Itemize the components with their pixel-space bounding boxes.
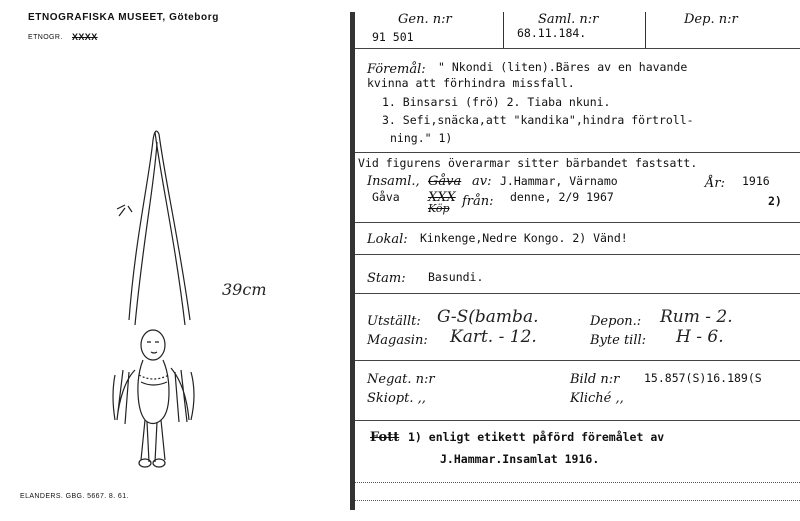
ar-label: År: bbox=[705, 176, 725, 191]
saml-value: 68.11.184. bbox=[517, 26, 587, 40]
av-label: av: bbox=[472, 174, 492, 189]
byte-label: Byte till: bbox=[590, 333, 647, 348]
bild-label: Bild n:r bbox=[570, 372, 620, 387]
ar-value: 1916 bbox=[742, 174, 770, 188]
xxx-struck: XXX bbox=[428, 190, 456, 205]
magasin-value: Kart. - 12. bbox=[450, 327, 537, 347]
footnote-struck: Fott bbox=[370, 430, 400, 445]
printer-footer: ELANDERS. GBG. 5667. 8. 61. bbox=[20, 493, 129, 500]
rule-stam bbox=[355, 293, 800, 294]
bild-value: 15.857(S)16.189(S bbox=[644, 371, 762, 385]
etnogr-value: XXXX bbox=[72, 32, 98, 42]
header-divider-1 bbox=[503, 12, 504, 48]
depon-label: Depon.: bbox=[590, 314, 642, 329]
rule-dotted-1 bbox=[355, 482, 800, 483]
kop-struck: Köp bbox=[428, 202, 450, 215]
extra-note: Vid figurens överarmar sitter bärbandet fastsatt. bbox=[358, 156, 698, 170]
museum-title: ETNOGRAFISKA MUSEET, Göteborg bbox=[28, 12, 219, 23]
gen-label: Gen. n:r bbox=[398, 12, 452, 27]
header-divider-2 bbox=[645, 12, 646, 48]
foremal-line-4: 3. Sefi,snäcka,att "kandika",hindra förtroll- bbox=[382, 113, 694, 127]
utstallt-label: Utställt: bbox=[367, 314, 421, 329]
size-note: 39cm bbox=[222, 280, 267, 299]
gava-struck: Gåva bbox=[428, 174, 462, 189]
foremal-line-5: ning." 1) bbox=[390, 131, 453, 145]
stam-value: Basundi. bbox=[428, 270, 484, 284]
nkondi-figure-sketch bbox=[95, 120, 225, 480]
cliche-label: Kliché ,, bbox=[570, 391, 624, 406]
foremal-line-1: " Nkondi (liten).Bäres av en havande bbox=[438, 60, 688, 74]
saml-label: Saml. n:r bbox=[538, 12, 599, 27]
lokal-value: Kinkenge,Nedre Kongo. 2) Vänd! bbox=[420, 231, 628, 245]
magasin-label: Magasin: bbox=[367, 333, 428, 348]
rule-negat bbox=[355, 420, 800, 421]
insaml-label: Insaml., bbox=[367, 174, 420, 189]
rule-utstallt bbox=[355, 360, 800, 361]
card-left-border bbox=[350, 12, 355, 510]
negat-label: Negat. n:r bbox=[367, 372, 435, 387]
gava-typed: Gåva bbox=[372, 190, 400, 204]
foremal-label: Föremål: bbox=[367, 62, 426, 77]
stam-label: Stam: bbox=[367, 271, 406, 286]
fran-label: från: bbox=[462, 194, 494, 209]
depon-value: Rum - 2. bbox=[660, 307, 733, 327]
dep-label: Dep. n:r bbox=[684, 12, 738, 27]
footnote-marker: 2) bbox=[768, 194, 782, 208]
rule-dotted-2 bbox=[355, 500, 800, 501]
foremal-line-3: 1. Binsarsi (frö) 2. Tiaba nkuni. bbox=[382, 95, 611, 109]
rule-insaml bbox=[355, 222, 800, 223]
utstallt-value: G-S(bamba. bbox=[437, 307, 539, 327]
rule-lokal bbox=[355, 254, 800, 255]
byte-value: H - 6. bbox=[676, 327, 724, 347]
rule-header bbox=[355, 48, 800, 49]
insaml-value: J.Hammar, Värnamo bbox=[500, 174, 618, 188]
gen-value: 91 501 bbox=[372, 30, 414, 44]
fran-value: denne, 2/9 1967 bbox=[510, 190, 614, 204]
lokal-label: Lokal: bbox=[367, 232, 408, 247]
rule-foremal bbox=[355, 152, 800, 153]
etnogr-label: ETNOGR. bbox=[28, 34, 63, 41]
skiopt-label: Skiopt. ,, bbox=[367, 391, 426, 406]
foremal-line-2: kvinna att förhindra missfall. bbox=[367, 76, 575, 90]
footnote-line-2: J.Hammar.Insamlat 1916. bbox=[440, 452, 600, 466]
footnote-line-1: 1) enligt etikett påförd föremålet av bbox=[408, 430, 665, 444]
